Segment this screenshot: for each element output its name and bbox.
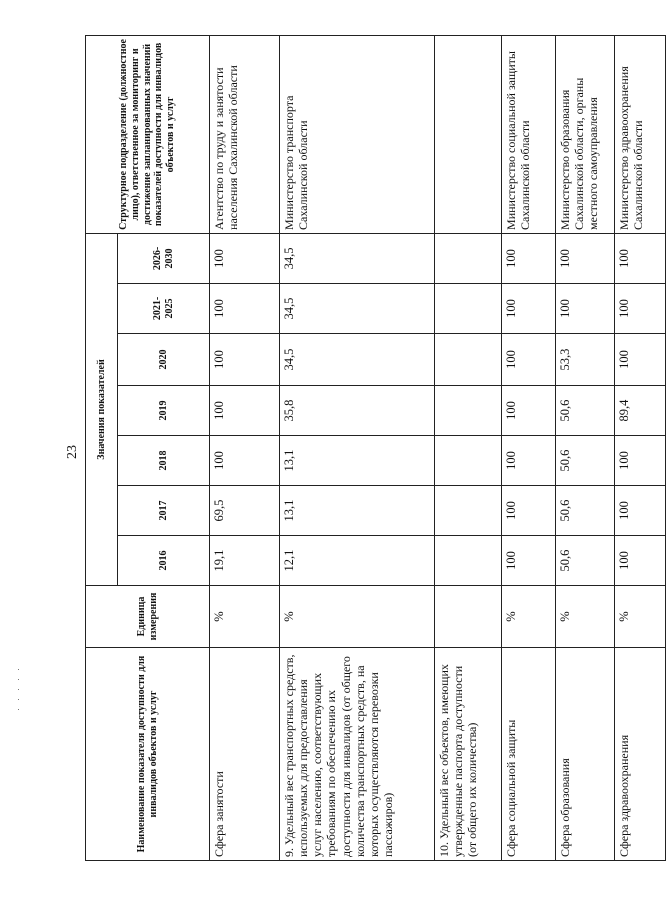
responsible-cell: Министерство здравоохранения Сахалинской области bbox=[615, 35, 666, 233]
unit-cell: % bbox=[502, 586, 556, 648]
unit-cell bbox=[435, 586, 502, 648]
value-cell bbox=[435, 386, 502, 436]
value-cell bbox=[435, 436, 502, 486]
value-cell: 13,1 bbox=[280, 436, 435, 486]
responsible-cell: Агентство по труду и занятости населения Сахалинской области bbox=[210, 35, 280, 233]
value-cell: 100 bbox=[502, 486, 556, 536]
value-cell: 100 bbox=[556, 233, 615, 283]
table-row bbox=[615, 35, 666, 860]
value-cell bbox=[435, 284, 502, 334]
responsible-cell: Министерство транспорта Сахалинской области bbox=[280, 35, 435, 233]
page-number: 23 bbox=[65, 445, 80, 459]
header-year: 2017 bbox=[118, 486, 210, 536]
value-cell: 53,3 bbox=[556, 334, 615, 386]
header-year: 2019 bbox=[118, 386, 210, 436]
value-cell bbox=[435, 536, 502, 586]
value-cell: 100 bbox=[502, 386, 556, 436]
value-cell: 100 bbox=[615, 284, 666, 334]
header-year: 2016 bbox=[118, 536, 210, 586]
value-cell bbox=[435, 233, 502, 283]
value-cell bbox=[435, 334, 502, 386]
responsible-cell: Министерство социальной защиты Сахалинской области bbox=[502, 35, 556, 233]
table-row bbox=[435, 35, 502, 860]
value-cell: 50,6 bbox=[556, 386, 615, 436]
value-cell: 100 bbox=[615, 436, 666, 486]
table-row bbox=[556, 35, 615, 860]
value-cell: 35,8 bbox=[280, 386, 435, 436]
value-cell bbox=[435, 486, 502, 536]
header-year: 2021-2025 bbox=[118, 284, 210, 334]
value-cell: 100 bbox=[615, 536, 666, 586]
value-cell: 100 bbox=[502, 334, 556, 386]
accessibility-indicators-table bbox=[85, 35, 666, 861]
value-cell: 100 bbox=[502, 436, 556, 486]
value-cell: 100 bbox=[615, 233, 666, 283]
header-indicator: Наименование показателя доступности для инвалидов объектов и услуг bbox=[86, 648, 210, 861]
value-cell: 13,1 bbox=[280, 486, 435, 536]
table-row bbox=[210, 35, 280, 860]
value-cell: 100 bbox=[210, 233, 280, 283]
value-cell: 19,1 bbox=[210, 536, 280, 586]
indicator-cell: Сфера образования bbox=[556, 648, 615, 861]
value-cell: 100 bbox=[556, 284, 615, 334]
responsible-cell bbox=[435, 35, 502, 233]
header-year: 2026-2030 bbox=[118, 233, 210, 283]
value-cell: 100 bbox=[615, 334, 666, 386]
indicator-cell: Сфера социальной защиты bbox=[502, 648, 556, 861]
value-cell: 100 bbox=[502, 284, 556, 334]
value-cell: 100 bbox=[210, 386, 280, 436]
value-cell: 50,6 bbox=[556, 536, 615, 586]
unit-cell: % bbox=[210, 586, 280, 648]
value-cell: 89,4 bbox=[615, 386, 666, 436]
responsible-cell: Министерство образования Сахалинской области, органы местного самоуправления bbox=[556, 35, 615, 233]
header-values-group: Значения показателей bbox=[86, 233, 118, 585]
header-year: 2018 bbox=[118, 436, 210, 486]
value-cell: 34,5 bbox=[280, 233, 435, 283]
value-cell: 50,6 bbox=[556, 486, 615, 536]
unit-cell: % bbox=[615, 586, 666, 648]
unit-cell: % bbox=[556, 586, 615, 648]
header-responsible: Структурное подразделение (должностное лицо), ответственное за мониторинг и достижение запланированных значений показателей доступности для инвалидов объектов и услуг bbox=[86, 35, 210, 233]
header-year: 2020 bbox=[118, 334, 210, 386]
indicator-cell: Сфера занятости bbox=[210, 648, 280, 861]
table-row bbox=[502, 35, 556, 860]
scan-artifact-dots bbox=[18, 660, 22, 720]
value-cell: 100 bbox=[502, 536, 556, 586]
value-cell: 100 bbox=[210, 334, 280, 386]
value-cell: 100 bbox=[210, 436, 280, 486]
value-cell: 34,5 bbox=[280, 334, 435, 386]
value-cell: 34,5 bbox=[280, 284, 435, 334]
value-cell: 100 bbox=[210, 284, 280, 334]
indicator-cell: 9. Удельный вес транспортных средств, используемых для предоставления услуг населению, соответствующих требованиям по обеспечению их доступности для инвалидов (от общего количества транспортных средств, на которых осуществляются перевозки пассажиров) bbox=[280, 648, 435, 861]
header-unit: Единица измерения bbox=[86, 586, 210, 648]
value-cell: 69,5 bbox=[210, 486, 280, 536]
rotated-table-container bbox=[85, 36, 646, 861]
indicator-cell: 10. Удельный вес объектов, имеющих утвержденные паспорта доступности (от общего их количества) bbox=[435, 648, 502, 861]
value-cell: 12,1 bbox=[280, 536, 435, 586]
value-cell: 100 bbox=[502, 233, 556, 283]
indicator-cell: Сфера здравоохранения bbox=[615, 648, 666, 861]
unit-cell: % bbox=[280, 586, 435, 648]
value-cell: 100 bbox=[615, 486, 666, 536]
table-row bbox=[280, 35, 435, 860]
value-cell: 50,6 bbox=[556, 436, 615, 486]
